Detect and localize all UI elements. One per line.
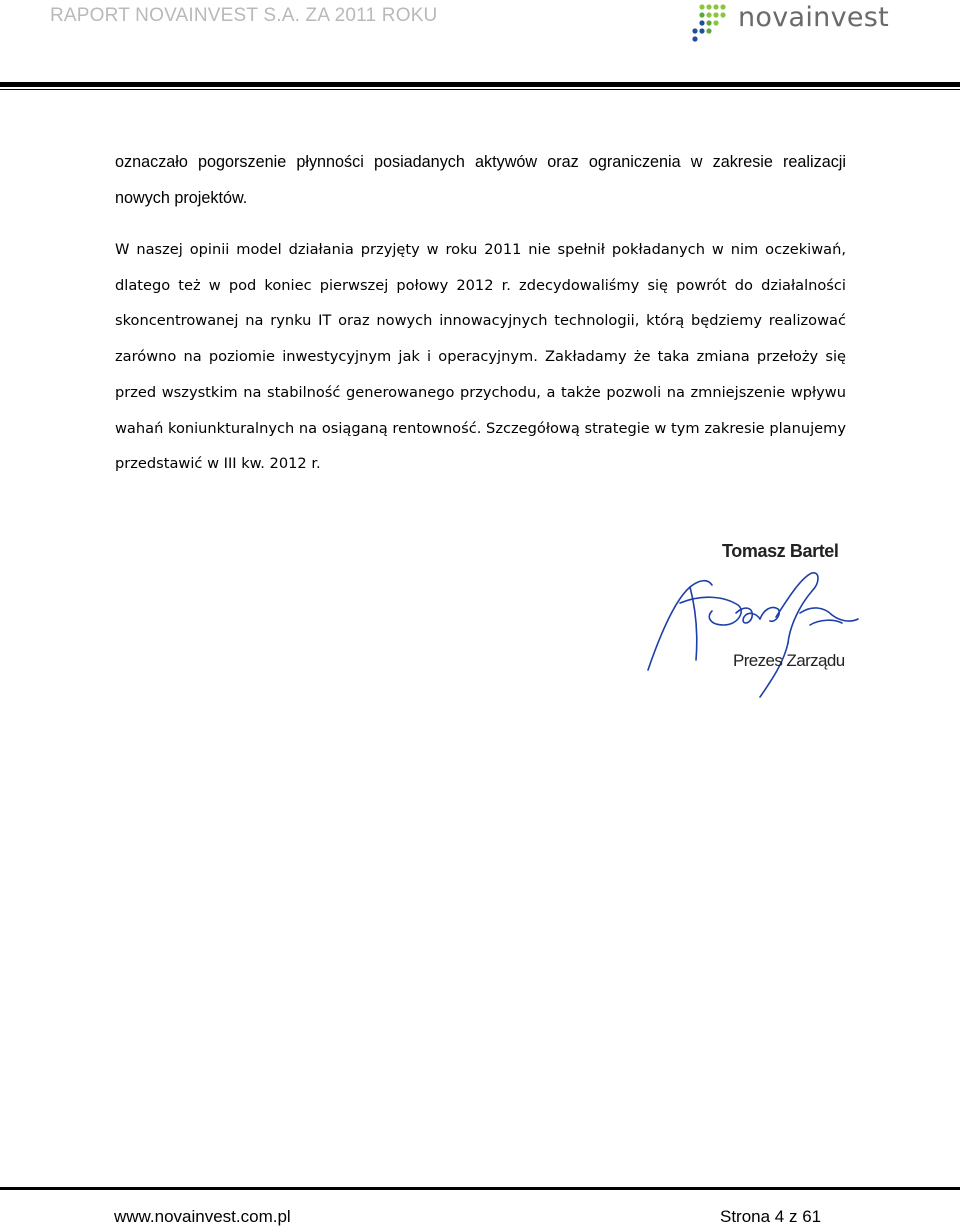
logo-dot xyxy=(706,20,711,25)
logo-dot xyxy=(692,36,697,41)
logo-dot xyxy=(713,20,718,25)
logo-dot xyxy=(706,12,711,17)
logo-dot xyxy=(699,12,704,17)
logo-dot xyxy=(699,4,704,9)
report-title: RAPORT NOVAINVEST S.A. ZA 2011 ROKU xyxy=(50,5,438,26)
logo-dot xyxy=(720,4,725,9)
logo-dot xyxy=(713,4,718,9)
paragraph-2: W naszej opinii model działania przyjęty w roku 2011 nie spełnił pokładanych w nim oczekiwań, dlatego też w pod koniec pierwszej połowy 2012 r. zdecydowaliśmy się powrót do działalności skoncentrowanej na rynku IT oraz nowych innowacyjnych technologii, którą będziemy realizować zarówno na poziomie inwestycyjnym jak i operacyjnym. Zakładamy że taka zmiana przełoży się przed wszystkim na stabilność generowanego przychodu, a także pozwoli na zmniejszenie wpływu wahań koniunkturalnych na osiąganą rentowność. Szczegółową strategie w tym zakresie planujemy przedstawić w III kw. 2012 r. xyxy=(115,241,846,473)
logo-dot xyxy=(699,20,704,25)
logo-dot xyxy=(699,28,704,33)
handwritten-signature-icon xyxy=(640,565,865,705)
logo-dot xyxy=(706,28,711,33)
logo-dot xyxy=(706,4,711,9)
logo-dot xyxy=(692,28,697,33)
paragraph-1: oznaczało pogorszenie płynności posiadanych aktywów oraz ograniczenia w zakresie realizacji nowych projektów. xyxy=(115,153,846,207)
logo-dot xyxy=(720,12,725,17)
footer-website-link[interactable]: www.novainvest.com.pl xyxy=(114,1207,291,1226)
footer-rule xyxy=(0,1187,960,1190)
logo-dot xyxy=(713,12,718,17)
signatory-role: Prezes Zarządu xyxy=(733,651,845,670)
logo-wordmark: novainvest xyxy=(738,2,890,33)
header-rule-thick xyxy=(0,82,960,87)
header-rule-thin xyxy=(0,89,960,90)
page-number: Strona 4 z 61 xyxy=(720,1207,822,1226)
signatory-name: Tomasz Bartel xyxy=(722,541,839,561)
